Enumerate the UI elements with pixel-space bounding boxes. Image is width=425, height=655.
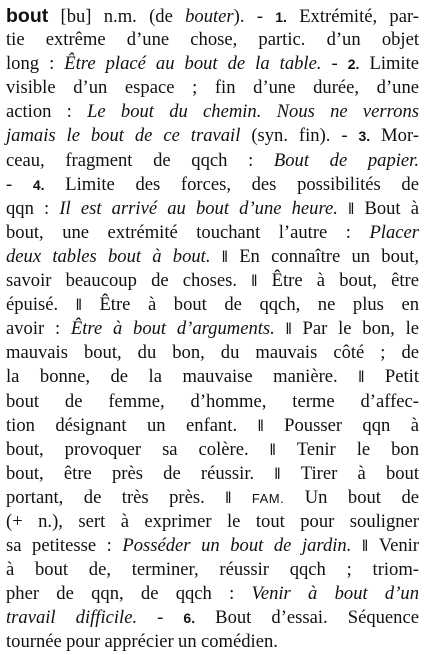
register-label: FAM. bbox=[251, 490, 285, 506]
example-text: Venir à bout d’un bbox=[251, 583, 420, 605]
definition-text: (syn. fin). - bbox=[240, 125, 359, 147]
definition-text: Tirer à bout bbox=[300, 462, 420, 484]
definition-text: portant, de très près. bbox=[6, 486, 205, 508]
entry-line bbox=[6, 462, 419, 486]
definition-text: (+ n.), sert à exprimer le tout pour souligner bbox=[6, 510, 419, 532]
example-text: Être placé au bout de la table. bbox=[64, 53, 322, 75]
definition-text: qqn : bbox=[6, 197, 60, 219]
definition-text: tournée pour apprécier un comédien. bbox=[6, 631, 278, 653]
definition-text: En connaître un bout, bbox=[239, 245, 420, 267]
sense-separator: ‖ bbox=[254, 465, 301, 483]
definition-text: [bu] n.m. (de bbox=[48, 6, 186, 27]
sense-separator: ‖ bbox=[210, 248, 240, 266]
entry-line bbox=[6, 414, 419, 438]
entry-line bbox=[6, 582, 419, 606]
definition-text: visible d’un espace ; fin d’une durée, d’une bbox=[6, 77, 419, 99]
entry-line bbox=[6, 558, 419, 582]
definition-text: - bbox=[321, 53, 348, 75]
definition-text: Limite des forces, des possibilités de bbox=[44, 173, 419, 195]
definition-text: avoir : bbox=[6, 318, 71, 340]
example-text: Il est arrivé au bout d’une heure. bbox=[59, 197, 338, 219]
entry-line bbox=[6, 486, 419, 510]
definition-text: sa petitesse : bbox=[6, 535, 123, 557]
example-text: bouter bbox=[185, 6, 234, 27]
definition-text: - bbox=[6, 173, 33, 195]
definition-text: tie extrême d’une chose, partic. d’un objet bbox=[6, 29, 419, 51]
definition-text: Pousser qqn à bbox=[284, 414, 419, 436]
definition-text: Par le bon, le bbox=[302, 318, 419, 340]
entry-line bbox=[6, 534, 419, 558]
dictionary-entry-bout bbox=[6, 4, 419, 655]
example-text: Placer bbox=[369, 221, 419, 243]
sense-number: 2. bbox=[347, 56, 360, 73]
definition-text: Être à bout de qqch, ne plus en bbox=[99, 294, 419, 316]
definition-text: action : bbox=[6, 101, 88, 123]
example-text: deux tables bout à bout. bbox=[6, 245, 211, 267]
sense-number: 1. bbox=[275, 9, 287, 25]
example-text: jamais le bout de ce travail bbox=[6, 125, 241, 147]
entry-line bbox=[6, 124, 419, 148]
definition-text: bout, être près de réussir. bbox=[6, 462, 255, 484]
definition-text: Limite bbox=[359, 53, 420, 75]
sense-number: 4. bbox=[32, 176, 45, 193]
definition-text: ceau, fragment de qqch : bbox=[6, 149, 274, 171]
definition-text: Extrémité, par- bbox=[286, 6, 419, 27]
example-text: Être à bout d’arguments. bbox=[70, 318, 275, 340]
sense-separator: ‖ bbox=[248, 441, 297, 459]
definition-text: Petit bbox=[384, 366, 419, 388]
definition-text: Venir bbox=[378, 535, 419, 557]
sense-separator: ‖ bbox=[337, 369, 385, 387]
definition-text: Bout à bbox=[364, 197, 419, 219]
definition-text: épuisé. bbox=[6, 294, 59, 316]
entry-line bbox=[6, 149, 419, 173]
definition-text: bout, provoquer sa colère. bbox=[6, 438, 249, 460]
example-text: Bout de papier. bbox=[273, 149, 419, 171]
sense-number: 3. bbox=[358, 128, 371, 145]
sense-separator: ‖ bbox=[204, 489, 252, 507]
entry-line bbox=[6, 197, 419, 221]
entry-line bbox=[6, 245, 419, 269]
definition-text: Bout d’essai. Séquence bbox=[195, 607, 419, 629]
sense-separator: ‖ bbox=[351, 538, 379, 556]
sense-separator: ‖ bbox=[337, 200, 365, 218]
definition-text: long : bbox=[6, 53, 65, 75]
definition-text: savoir beaucoup de choses. bbox=[6, 270, 238, 292]
entry-line bbox=[6, 4, 419, 28]
entry-line bbox=[6, 28, 419, 52]
example-text: travail difficile. bbox=[6, 607, 138, 629]
definition-text: tion désignant un enfant. bbox=[6, 414, 238, 436]
definition-text: bout de femme, d’homme, terme d’affec- bbox=[6, 390, 419, 412]
entry-line bbox=[6, 100, 419, 124]
sense-number: 6. bbox=[183, 610, 196, 627]
entry-line bbox=[6, 269, 419, 293]
definition-text: Tenir le bon bbox=[296, 438, 419, 460]
entry-line bbox=[6, 390, 419, 414]
entry-line bbox=[6, 438, 419, 462]
definition-text: bout, une extrémité touchant l’autre : bbox=[6, 221, 370, 243]
entry-line bbox=[6, 52, 419, 76]
entry-line bbox=[6, 76, 419, 100]
definition-text: ). - bbox=[233, 6, 276, 27]
definition-text: Un bout de bbox=[284, 486, 419, 508]
headword: bout bbox=[6, 5, 49, 27]
definition-text: pher de qqn, de qqch : bbox=[6, 583, 252, 605]
example-text: Posséder un bout de jardin. bbox=[122, 535, 352, 557]
entry-line bbox=[6, 365, 419, 389]
example-text: Le bout du chemin. Nous ne verrons bbox=[87, 101, 419, 123]
sense-separator: ‖ bbox=[58, 297, 100, 315]
definition-text: Être à bout, être bbox=[271, 270, 419, 292]
entry-line bbox=[6, 173, 419, 197]
entry-line bbox=[6, 293, 419, 317]
entry-line bbox=[6, 221, 419, 245]
sense-separator: ‖ bbox=[237, 417, 285, 435]
sense-separator: ‖ bbox=[237, 273, 272, 291]
definition-text: Mor- bbox=[370, 125, 419, 147]
entry-line bbox=[6, 630, 419, 654]
entry-line bbox=[6, 317, 419, 341]
entry-line bbox=[6, 341, 419, 365]
definition-text: à bout de, terminer, réussir qqch ; triom- bbox=[6, 559, 419, 581]
definition-text: la bonne, de la mauvaise manière. bbox=[6, 366, 338, 388]
sense-separator: ‖ bbox=[274, 321, 303, 339]
entry-line bbox=[6, 606, 419, 630]
entry-line bbox=[6, 510, 419, 534]
definition-text: - bbox=[137, 607, 184, 629]
definition-text: mauvais bout, du bon, du mauvais côté ; de bbox=[6, 342, 419, 364]
